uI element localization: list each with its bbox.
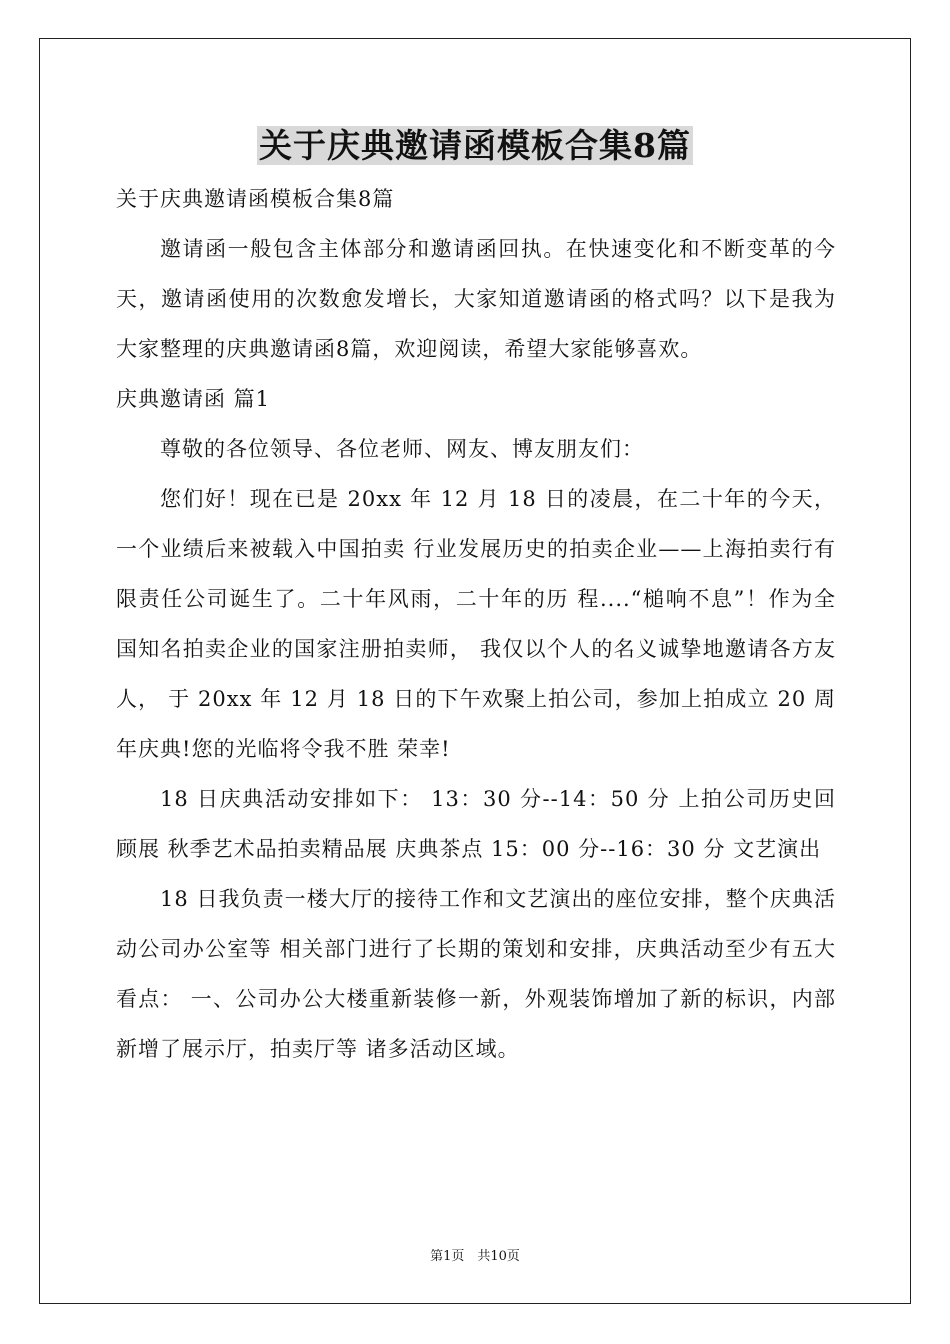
body-paragraph: 尊敬的各位领导、各位老师、网友、博友朋友们： [160,437,644,461]
body-paragraph: 18 日庆典活动安排如下： 13：30 分--14：50 分 上拍公司历史回顾展 秋季艺术品拍卖精品展 庆典茶点 15：00 分--16：30 分 文艺演出 [116,787,836,861]
body-paragraph: 您们好！现在已是 20xx 年 12 月 18 日的凌晨，在二十年的今天，一个业绩后来被载入中国拍卖 行业发展历史的拍卖企业——上海拍卖行有限责任公司诞生了。二十年风雨，二十年的历 程....“槌响不息”！作为全国知名拍卖企业的国家注册拍卖师， 我仅以个人的名义诚挚地邀请各方友人， 于 20xx 年 12 月 18 日的下午欢聚上拍公司，参加上拍成立 20 周年庆典!您的光临将令我不胜 荣幸! [116,487,836,761]
document-body [116,174,836,1074]
body-paragraph: 邀请函一般包含主体部分和邀请函回执。在快速变化和不断变革的今天，邀请函使用的次数愈发增长，大家知道邀请函的格式吗？以下是我为大家整理的庆典邀请函8篇，欢迎阅读，希望大家能够喜欢。 [116,237,836,361]
body-paragraph: 关于庆典邀请函模板合集8篇 [116,187,395,211]
document-title [0,122,950,170]
document-title-text: 关于庆典邀请函模板合集8篇 [259,126,691,165]
body-paragraph: 18 日我负责一楼大厅的接待工作和文艺演出的座位安排，整个庆典活动公司办公室等 相关部门进行了长期的策划和安排，庆典活动至少有五大看点： 一、公司办公大楼重新装修一新，外观装饰增加了新的标识，内部新增了展示厅，拍卖厅等 诸多活动区域。 [116,887,836,1061]
body-paragraph: 庆典邀请函 篇1 [116,387,271,411]
page-number-footer: 第1页 共10页 [430,1249,520,1264]
